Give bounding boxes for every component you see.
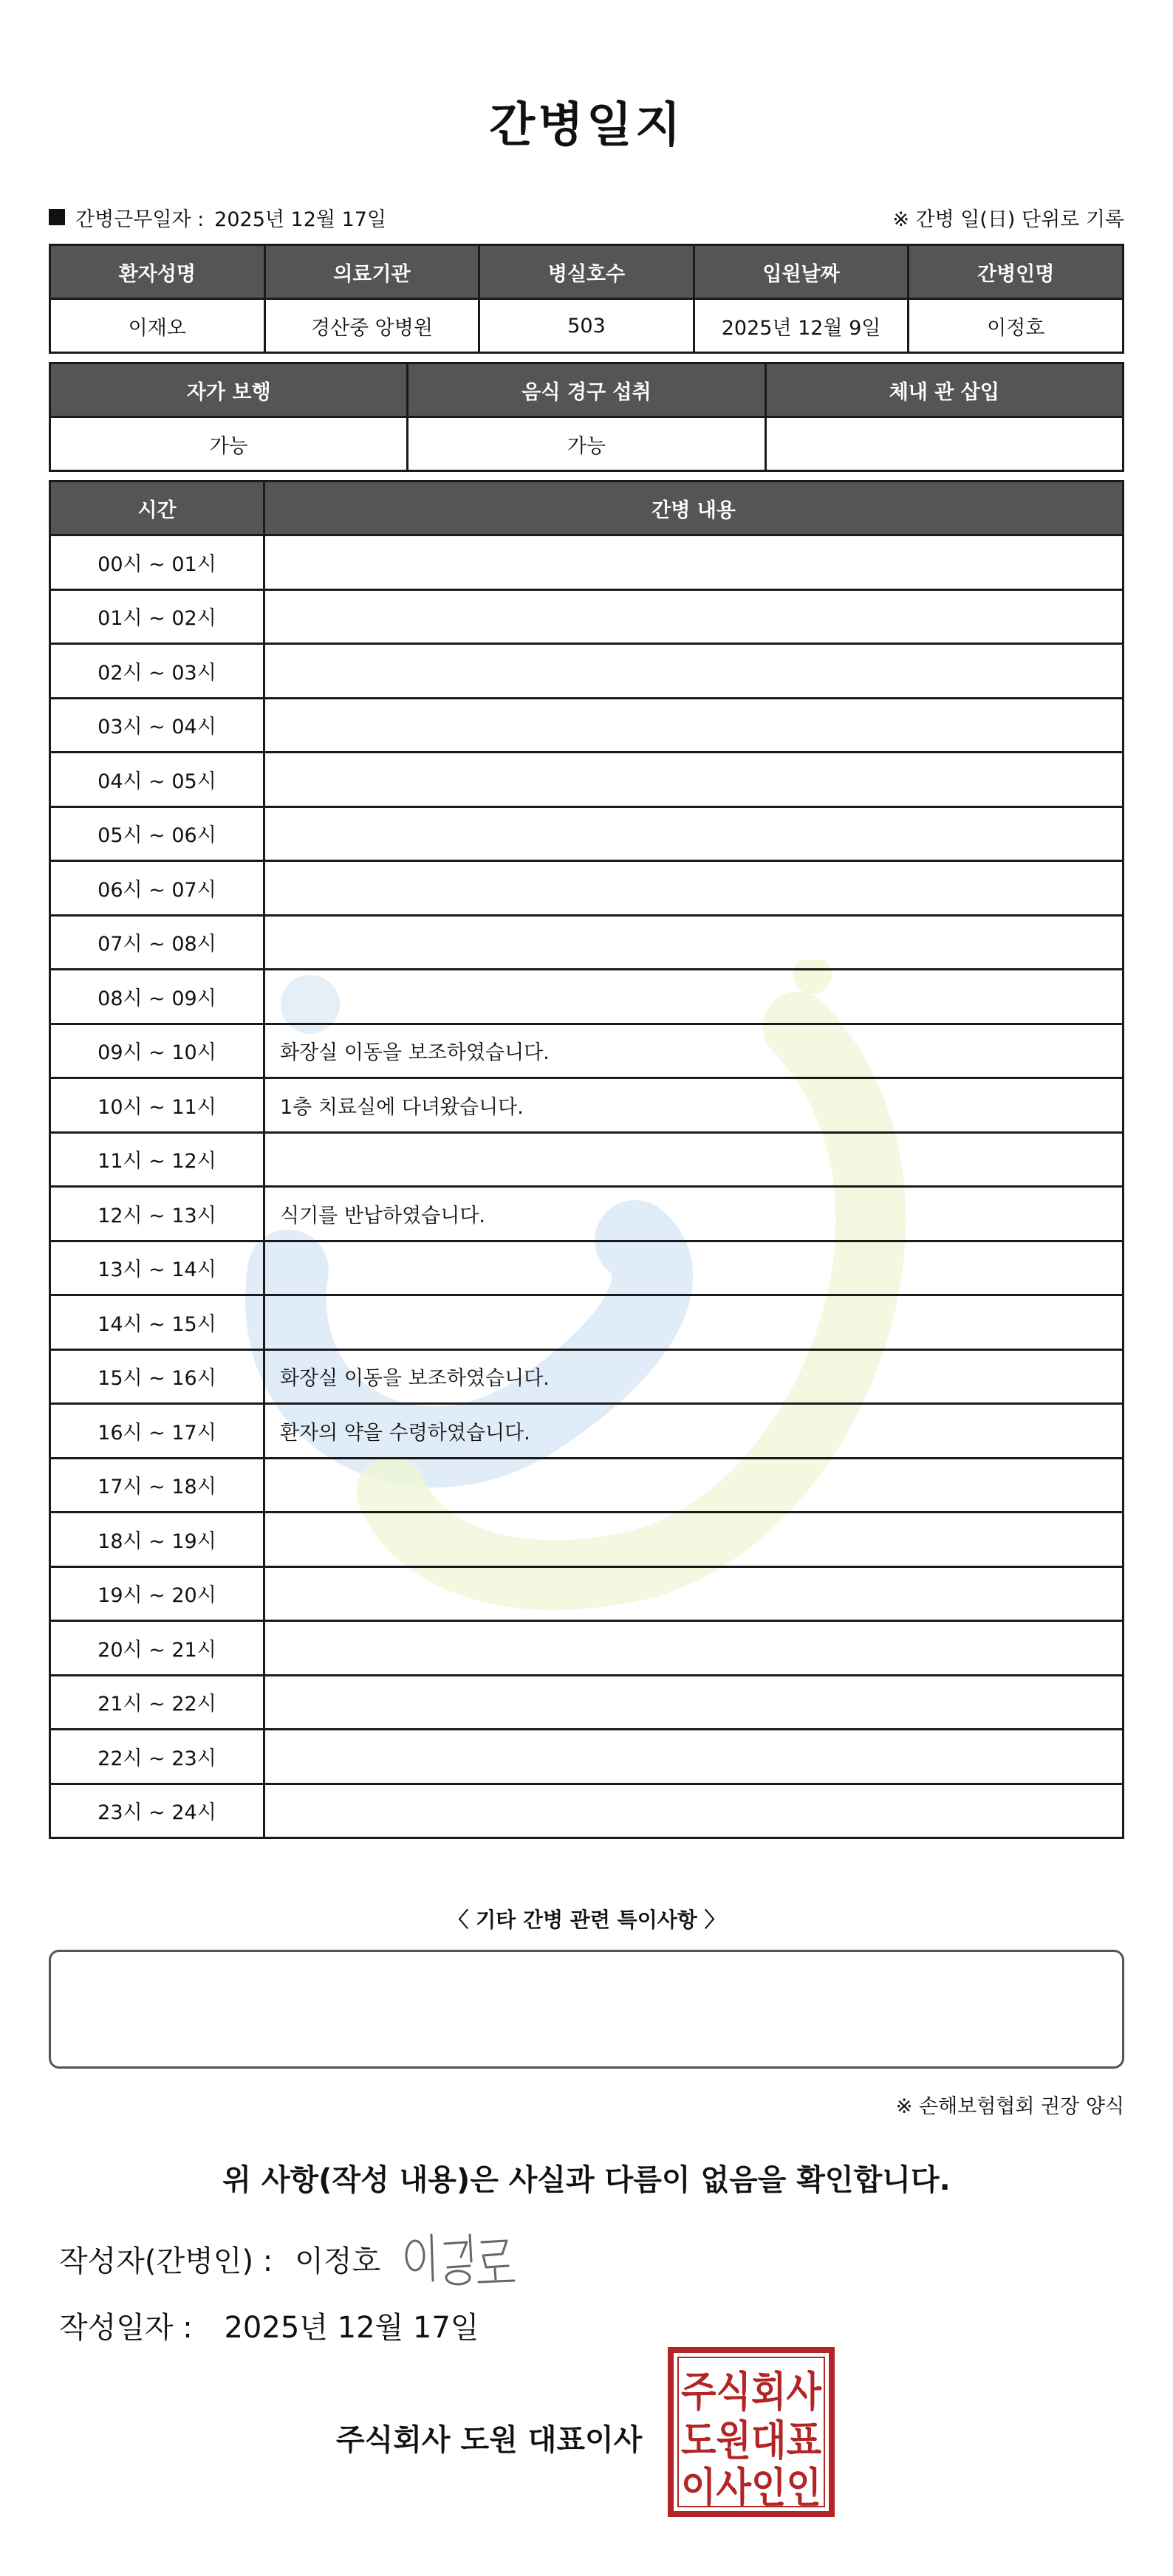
log-row — [50, 1566, 1124, 1621]
header-self-walking: 자가 보행 — [50, 363, 408, 417]
log-row — [50, 1349, 1124, 1404]
log-content: 화장실 이동을 보조하였습니다. — [264, 1349, 1124, 1404]
svg-text:이사인인: 이사인인 — [681, 2464, 821, 2512]
log-row — [50, 1513, 1124, 1567]
page-title: 간병일지 — [489, 98, 684, 153]
log-content — [264, 753, 1124, 807]
log-content — [264, 535, 1124, 590]
log-row — [50, 1078, 1124, 1133]
log-content — [264, 1458, 1124, 1513]
log-row — [50, 1404, 1124, 1459]
svg-text:도원대표: 도원대표 — [681, 2417, 821, 2465]
writer-label: 작성자(간병인) : — [59, 2244, 273, 2278]
log-time: 19시 ~ 20시 — [50, 1566, 264, 1621]
log-row — [50, 698, 1124, 753]
log-time: 23시 ~ 24시 — [50, 1784, 264, 1838]
log-content — [264, 1241, 1124, 1295]
log-row — [50, 644, 1124, 699]
log-content — [264, 806, 1124, 861]
log-time: 00시 ~ 01시 — [50, 535, 264, 590]
confirmation-statement: 위 사항(작성 내용)은 사실과 다름이 없음을 확인합니다. — [222, 2163, 951, 2197]
log-time: 18시 ~ 19시 — [50, 1513, 264, 1567]
log-time: 16시 ~ 17시 — [50, 1404, 264, 1459]
written-date-line — [59, 2304, 479, 2346]
log-content — [264, 698, 1124, 753]
log-time: 12시 ~ 13시 — [50, 1187, 264, 1241]
written-date-value: 2025년 12월 17일 — [224, 2311, 479, 2345]
log-time: 06시 ~ 07시 — [50, 861, 264, 916]
log-content — [264, 1675, 1124, 1730]
log-content: 식기를 반납하였습니다. — [264, 1187, 1124, 1241]
header-oral-intake: 음식 경구 섭취 — [408, 363, 765, 417]
log-row — [50, 1458, 1124, 1513]
header-patient-name: 환자성명 — [50, 245, 265, 299]
log-content — [264, 1621, 1124, 1676]
header-caregiver-name: 간병인명 — [909, 245, 1124, 299]
self-walking-value: 가능 — [50, 417, 408, 471]
header-care-content: 간병 내용 — [264, 482, 1124, 535]
log-content — [264, 589, 1124, 644]
header-time: 시간 — [50, 482, 264, 535]
log-time: 14시 ~ 15시 — [50, 1295, 264, 1350]
header-hospital: 의료기관 — [264, 245, 479, 299]
log-content: 화장실 이동을 보조하였습니다. — [264, 1024, 1124, 1078]
log-row — [50, 861, 1124, 916]
log-time: 15시 ~ 16시 — [50, 1349, 264, 1404]
log-content: 1층 치료실에 다녀왔습니다. — [264, 1078, 1124, 1133]
log-content — [264, 1730, 1124, 1784]
log-content — [264, 1132, 1124, 1187]
log-content: 환자의 약을 수령하였습니다. — [264, 1404, 1124, 1459]
log-time: 13시 ~ 14시 — [50, 1241, 264, 1295]
log-time: 22시 ~ 23시 — [50, 1730, 264, 1784]
caregiver-name: 이정호 — [909, 299, 1124, 353]
company-representative: 주식회사 도원 대표이사 — [336, 2423, 643, 2457]
log-content — [264, 644, 1124, 699]
standard-form-note: ※ 손해보험협회 권장 양식 — [895, 2095, 1124, 2118]
log-time: 20시 ~ 21시 — [50, 1621, 264, 1676]
work-date-label: 간병근무일자 : — [75, 208, 205, 231]
work-date-value: 2025년 12월 17일 — [214, 208, 387, 231]
patient-name: 이재오 — [50, 299, 265, 353]
log-row — [50, 806, 1124, 861]
log-row — [50, 1241, 1124, 1295]
handwritten-signature — [399, 2223, 539, 2289]
svg-text:주식회사: 주식회사 — [681, 2368, 822, 2416]
log-time: 01시 ~ 02시 — [50, 589, 264, 644]
company-seal-stamp — [668, 2347, 835, 2517]
log-content — [264, 861, 1124, 916]
log-time: 05시 ~ 06시 — [50, 806, 264, 861]
remarks-box — [49, 1950, 1124, 2069]
log-time: 09시 ~ 10시 — [50, 1024, 264, 1078]
remarks-title: 〈 기타 간병 관련 특이사항 〉 — [448, 1908, 725, 1932]
header-tube-insertion: 체내 관 삽입 — [765, 363, 1123, 417]
log-content — [264, 1513, 1124, 1567]
log-row — [50, 753, 1124, 807]
log-row — [50, 1621, 1124, 1676]
log-time: 02시 ~ 03시 — [50, 644, 264, 699]
room-number: 503 — [479, 299, 694, 353]
tube-insertion-value — [765, 417, 1123, 471]
log-time: 17시 ~ 18시 — [50, 1458, 264, 1513]
writer-line — [59, 2238, 380, 2280]
patient-status-table — [49, 362, 1124, 472]
admission-date: 2025년 12월 9일 — [694, 299, 909, 353]
log-time: 08시 ~ 09시 — [50, 970, 264, 1024]
log-time: 04시 ~ 05시 — [50, 753, 264, 807]
log-row — [50, 1132, 1124, 1187]
hospital-name: 경산중 앙병원 — [264, 299, 479, 353]
header-room-number: 병실호수 — [479, 245, 694, 299]
log-content — [264, 1784, 1124, 1838]
log-row — [50, 535, 1124, 590]
hourly-log-table — [49, 480, 1124, 1839]
patient-info-table — [49, 244, 1124, 354]
oral-intake-value: 가능 — [408, 417, 765, 471]
log-row — [50, 970, 1124, 1024]
log-row — [50, 1187, 1124, 1241]
log-row — [50, 1675, 1124, 1730]
writer-name: 이정호 — [295, 2244, 381, 2278]
log-row — [50, 1730, 1124, 1784]
meta-row — [49, 201, 1124, 233]
log-time: 07시 ~ 08시 — [50, 915, 264, 970]
log-time: 21시 ~ 22시 — [50, 1675, 264, 1730]
log-content — [264, 1566, 1124, 1621]
log-content — [264, 1295, 1124, 1350]
log-time: 11시 ~ 12시 — [50, 1132, 264, 1187]
log-row — [50, 1295, 1124, 1350]
log-body — [50, 535, 1124, 1838]
written-date-label: 작성일자 : — [59, 2311, 193, 2345]
log-row — [50, 915, 1124, 970]
log-row — [50, 1784, 1124, 1838]
square-bullet-icon — [49, 209, 65, 225]
log-content — [264, 970, 1124, 1024]
record-unit-note: ※ 간병 일(日) 단위로 기록 — [892, 208, 1124, 231]
log-row — [50, 1024, 1124, 1078]
log-content — [264, 915, 1124, 970]
header-admission-date: 입원날짜 — [694, 245, 909, 299]
log-row — [50, 589, 1124, 644]
log-time: 03시 ~ 04시 — [50, 698, 264, 753]
log-time: 10시 ~ 11시 — [50, 1078, 264, 1133]
